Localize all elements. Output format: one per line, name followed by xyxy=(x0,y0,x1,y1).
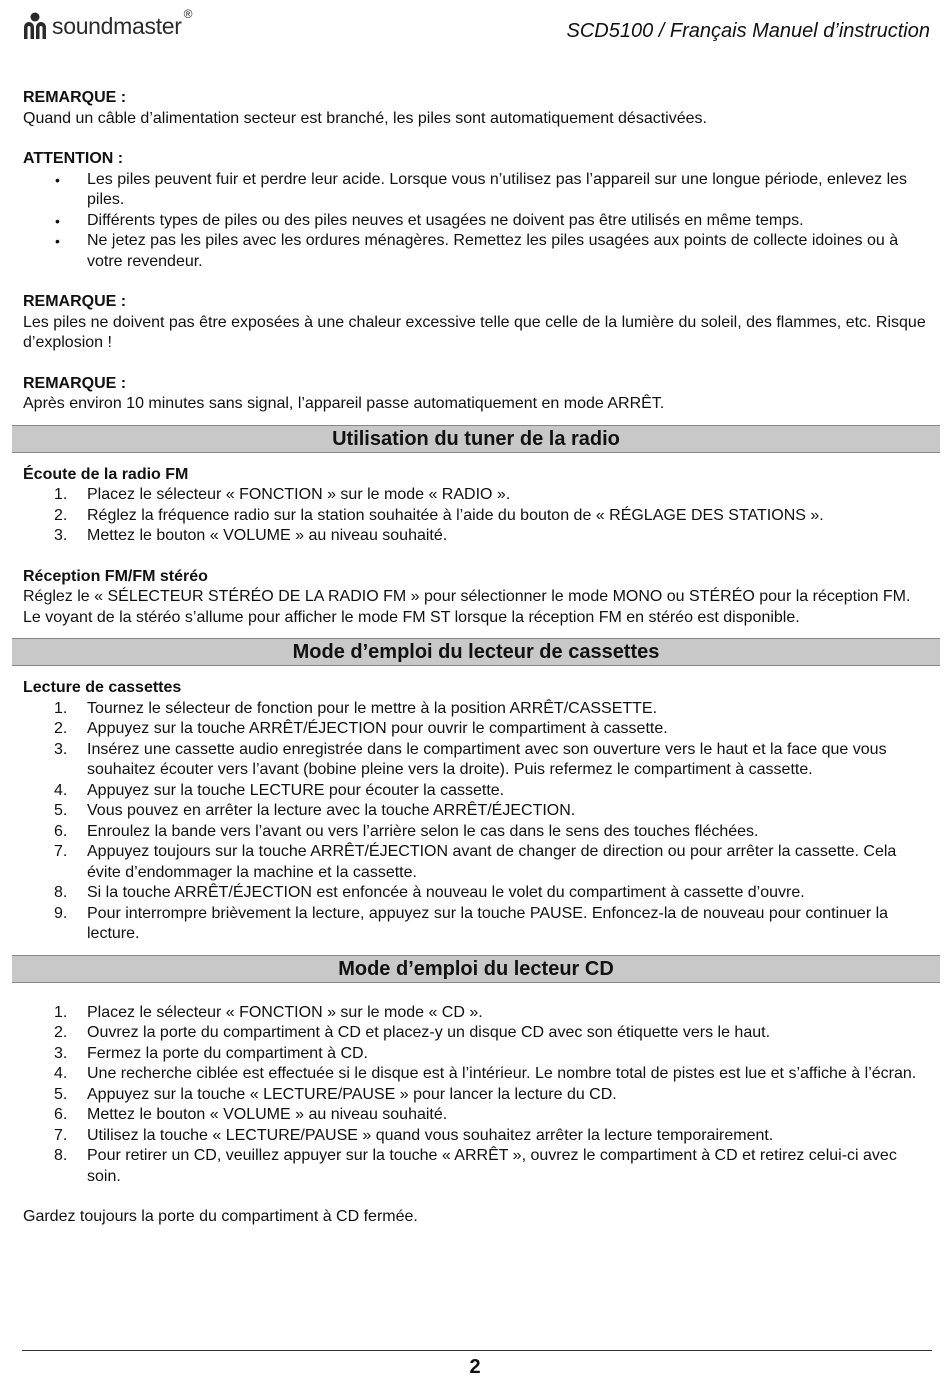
list-item xyxy=(23,781,933,802)
step-number: 5. xyxy=(54,1085,68,1103)
list-item xyxy=(23,1044,933,1065)
note-text: Les piles ne doivent pas être exposées à une chaleur excessive telle que celle de la lumière du soleil, des flammes, etc. Risque d’explosion ! xyxy=(23,313,926,351)
closing-note: Gardez toujours la porte du compartiment à CD fermée. xyxy=(23,1208,418,1225)
step-text: Appuyez sur la touche ARRÊT/ÉJECTION pour ouvrir le compartiment à cassette. xyxy=(87,720,668,737)
note-label: REMARQUE : xyxy=(23,293,127,310)
list-item xyxy=(23,1105,933,1126)
note-heat xyxy=(23,292,933,354)
step-text: Placez le sélecteur « FONCTION » sur le mode « CD ». xyxy=(87,1003,483,1021)
section-title-radio: Utilisation du tuner de la radio xyxy=(12,425,940,453)
step-number: 5. xyxy=(54,802,68,819)
step-text: Placez le sélecteur « FONCTION » sur le mode « RADIO ». xyxy=(87,486,511,503)
attention-list xyxy=(23,170,933,273)
step-text: Fermez la porte du compartiment à CD. xyxy=(87,1044,368,1062)
step-text: Utilisez la touche « LECTURE/PAUSE » quand vous souhaitez arrêter la lecture temporairement. xyxy=(87,1126,774,1144)
step-number: 2. xyxy=(54,1024,68,1041)
subsection-heading: Écoute de la radio FM xyxy=(23,465,189,483)
step-text: Réglez la fréquence radio sur la station souhaitée à l’aide du bouton de « RÉGLAGE DES STATIONS ». xyxy=(87,506,824,524)
list-item xyxy=(23,822,933,843)
subsection-heading: Réception FM/FM stéréo xyxy=(23,567,208,585)
section-title-cassette: Mode d’emploi du lecteur de cassettes xyxy=(12,638,940,666)
step-text: Ouvrez la porte du compartiment à CD et placez-y un disque CD avec son étiquette vers le haut. xyxy=(87,1024,771,1041)
list-item: • Ne jetez pas les piles avec les ordures ménagères. Remettez les piles usagées aux points de collecte idoines ou à votre revendeur. xyxy=(23,231,933,272)
list-item xyxy=(23,485,933,506)
note-label: REMARQUE : xyxy=(23,374,127,392)
step-number: 1. xyxy=(54,486,68,503)
step-number: 6. xyxy=(54,1106,68,1123)
list-item xyxy=(23,842,933,883)
step-number: 4. xyxy=(54,781,68,799)
step-text: Si la touche ARRÊT/ÉJECTION est enfoncée à nouveau le volet du compartiment à cassette d’ouvre. xyxy=(87,884,805,901)
cd-steps xyxy=(23,1003,933,1188)
subsection-heading: Lecture de cassettes xyxy=(23,679,182,696)
list-item xyxy=(23,1064,933,1085)
step-number: 1. xyxy=(54,699,68,717)
list-item xyxy=(23,1126,933,1147)
brand-name: soundmaster ® xyxy=(52,6,193,39)
note-auto-off xyxy=(23,374,933,415)
note-text: Après environ 10 minutes sans signal, l’appareil passe automatiquement en mode ARRÊT. xyxy=(23,395,665,412)
fm-listening xyxy=(23,465,933,547)
step-number: 8. xyxy=(54,1147,68,1164)
step-text: Pour retirer un CD, veuillez appuyer sur la touche « ARRÊT », ouvrez le compartiment à CD et retirez celui-ci avec soin. xyxy=(87,1147,897,1185)
step-number: 3. xyxy=(54,1044,68,1062)
step-text: Vous pouvez en arrêter la lecture avec la touche ARRÊT/ÉJECTION. xyxy=(87,802,576,819)
list-item xyxy=(23,506,933,527)
list-item xyxy=(23,904,933,945)
step-text: Mettez le bouton « VOLUME » au niveau souhaité. xyxy=(87,1106,448,1123)
list-item xyxy=(23,1023,933,1044)
list-item xyxy=(23,883,933,904)
step-text: Appuyez toujours sur la touche ARRÊT/ÉJECTION avant de changer de direction ou pour arrêter la cassette. Cela évite d’endommager la machine et la cassette. xyxy=(87,843,897,881)
paragraph: Le voyant de la stéréo s’allume pour afficher le mode FM ST lorsque la réception FM en stéréo est disponible. xyxy=(23,608,800,626)
page-header xyxy=(22,8,930,48)
step-text: Appuyez sur la touche LECTURE pour écouter la cassette. xyxy=(87,781,505,799)
step-text: Tournez le sélecteur de fonction pour le mettre à la position ARRÊT/CASSETTE. xyxy=(87,699,658,717)
page-content xyxy=(23,88,933,1228)
cassette-playback xyxy=(23,678,933,945)
step-text: Insérez une cassette audio enregistrée dans le compartiment avec son ouverture vers le haut et la face que vous souhaitez écouter vers l’avant (bobine pleine vers la droite). Puis refermez le compartiment à cassette. xyxy=(87,740,887,778)
step-number: 7. xyxy=(54,843,68,860)
section-title-cd: Mode d’emploi du lecteur CD xyxy=(12,955,940,983)
brand-logo xyxy=(22,8,192,44)
cd-usage xyxy=(23,1003,933,1188)
note-text: Quand un câble d’alimentation secteur est branché, les piles sont automatiquement désactivées. xyxy=(23,109,707,127)
step-number: 3. xyxy=(54,527,68,544)
attention-label: ATTENTION : xyxy=(23,150,124,167)
list-item xyxy=(23,1003,933,1024)
list-item xyxy=(23,699,933,720)
list-item xyxy=(23,801,933,822)
step-number: 3. xyxy=(54,740,68,758)
list-item: • Différents types de piles ou des piles neuves et usagées ne doivent pas être utilisés en même temps. xyxy=(23,211,933,232)
list-item: • Les piles peuvent fuir et perdre leur acide. Lorsque vous n’utilisez pas l’appareil sur une longue période, enlevez les piles. xyxy=(23,170,933,211)
paragraph: Réglez le « SÉLECTEUR STÉRÉO DE LA RADIO FM » pour sélectionner le mode MONO ou STÉRÉO pour la réception FM. xyxy=(23,588,911,605)
step-text: Une recherche ciblée est effectuée si le disque est à l’intérieur. Le nombre total de pistes est lue et s’affiche à l’écran. xyxy=(87,1065,917,1082)
footer-divider xyxy=(22,1350,932,1351)
step-number: 7. xyxy=(54,1126,68,1144)
fm-stereo xyxy=(23,567,933,629)
list-item xyxy=(23,740,933,781)
note-label: REMARQUE : xyxy=(23,89,127,106)
list-item xyxy=(23,1146,933,1187)
attention-block xyxy=(23,149,933,272)
document-title: SCD5100 / Français Manuel d’instruction xyxy=(566,20,930,42)
step-text: Pour interrompre brièvement la lecture, appuyez sur la touche PAUSE. Enfoncez-la de nouveau pour continuer la lecture. xyxy=(87,904,889,942)
page-number: 2 xyxy=(469,1356,481,1378)
note-mains xyxy=(23,88,933,129)
step-number: 1. xyxy=(54,1003,68,1021)
fm-steps xyxy=(23,485,933,547)
step-number: 4. xyxy=(54,1065,68,1082)
step-number: 8. xyxy=(54,884,68,901)
step-text: Mettez le bouton « VOLUME » au niveau souhaité. xyxy=(87,527,448,544)
registered-mark: ® xyxy=(183,6,193,21)
step-number: 2. xyxy=(54,720,68,737)
list-item xyxy=(23,526,933,547)
soundmaster-logo-icon xyxy=(22,11,48,41)
list-item xyxy=(23,1085,933,1106)
step-text: Appuyez sur la touche « LECTURE/PAUSE » pour lancer la lecture du CD. xyxy=(87,1085,617,1103)
step-number: 2. xyxy=(54,506,68,524)
step-number: 9. xyxy=(54,904,68,922)
step-number: 6. xyxy=(54,822,68,840)
list-item xyxy=(23,719,933,740)
cassette-steps xyxy=(23,699,933,945)
step-text: Enroulez la bande vers l’avant ou vers l’arrière selon le cas dans le sens des touches fléchées. xyxy=(87,822,759,840)
